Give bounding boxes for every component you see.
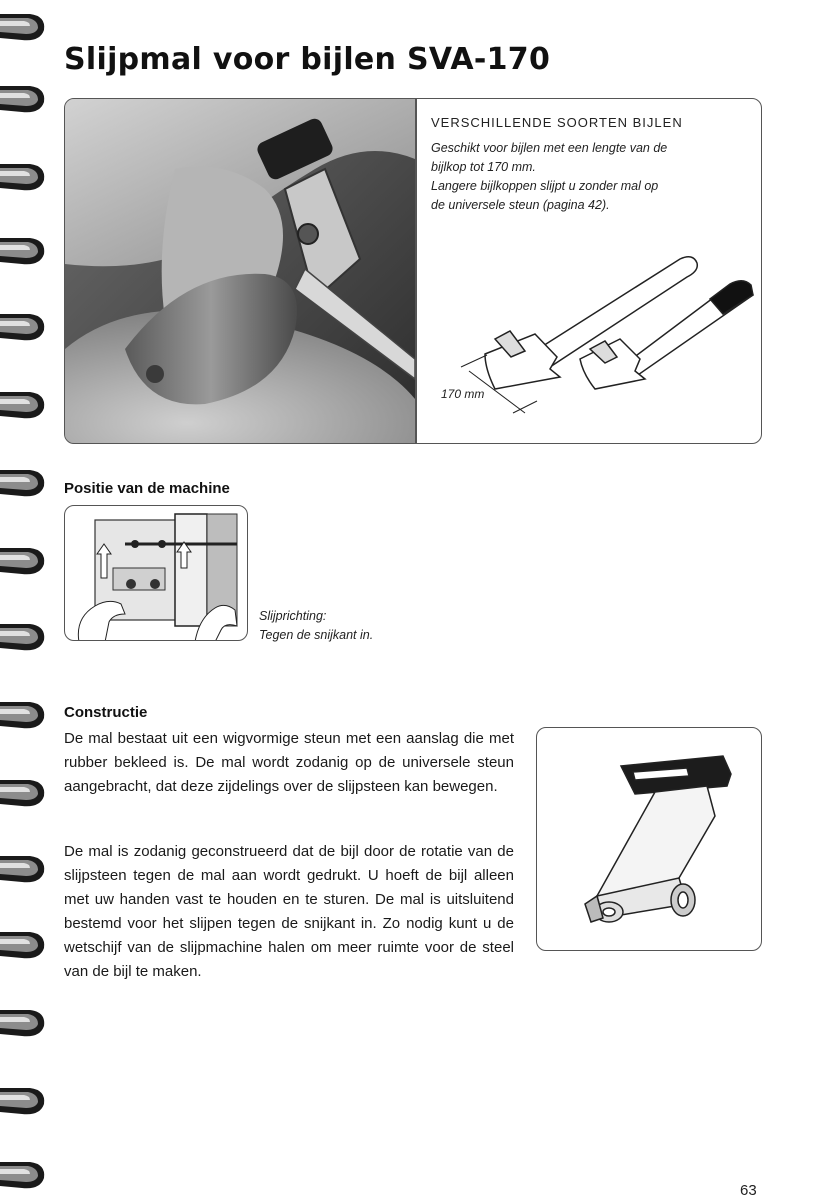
grinding-direction-value: Tegen de snijkant in. [259, 628, 374, 642]
jig-icon [537, 728, 762, 951]
jig-figure [536, 727, 762, 951]
binding-ring-icon [0, 82, 48, 116]
page-title: Slijpmal voor bijlen SVA-170 [64, 42, 551, 77]
binding-ring-icon [0, 776, 48, 810]
binding-ring-icon [0, 310, 48, 344]
axe-desc-line: Langere bijlkoppen slijpt u zonder mal op [431, 179, 659, 193]
binding-ring-icon [0, 1158, 48, 1192]
binding-ring-icon [0, 698, 48, 732]
spiral-binding [0, 0, 52, 1200]
axe-desc-line: bijlkop tot 170 mm. [431, 160, 536, 174]
machine-position-figure [64, 505, 248, 641]
binding-ring-icon [0, 160, 48, 194]
axe-sharpening-photo [65, 99, 415, 443]
axe-dimension-label: 170 mm [441, 387, 485, 401]
binding-ring-icon [0, 466, 48, 500]
grinding-machine-icon [65, 506, 248, 641]
binding-ring-icon [0, 620, 48, 654]
top-figure-frame [64, 98, 762, 444]
axe-types-heading: VERSCHILLENDE SOORTEN BIJLEN [431, 115, 683, 130]
panel-divider [415, 99, 417, 443]
binding-ring-icon [0, 544, 48, 578]
axe-icon [425, 239, 755, 439]
binding-ring-icon [0, 1006, 48, 1040]
binding-ring-icon [0, 10, 48, 44]
construction-paragraph-1: De mal bestaat uit een wigvormige steun met een aanslag die met rubber bekleed is. De mal wordt zodanig op de universele steun aangebracht, dat deze zijdelings over de slijpsteen kan bewegen. [64, 730, 514, 795]
grinding-direction [259, 607, 373, 645]
binding-ring-icon [0, 1084, 48, 1118]
binding-ring-icon [0, 388, 48, 422]
binding-ring-icon [0, 852, 48, 886]
binding-ring-icon [0, 928, 48, 962]
grinding-direction-label: Slijprichting: [259, 609, 327, 623]
construction-paragraph-2: De mal is zodanig geconstrueerd dat de bijl door de rotatie van de slijpsteen tegen de mal aan wordt gedrukt. U hoeft de bijl alleen met uw handen vast te houden en te sturen. De mal is uitsluitend bestemd voor het slijpen tegen de snijkant in. Zo nodig kunt u de wetschijf van de slijpmachine halen om meer ruimte voor de steel van de bijl te maken. [64, 843, 514, 980]
axe-types-description [431, 139, 741, 215]
page-number: 63 [740, 1182, 757, 1199]
axe-desc-line: de universele steun (pagina 42). [431, 198, 610, 212]
axe-types-panel [415, 99, 761, 443]
binding-ring-icon [0, 234, 48, 268]
machine-position-heading: Positie van de machine [64, 480, 230, 497]
construction-heading: Constructie [64, 704, 148, 721]
axe-desc-line: Geschikt voor bijlen met een lengte van de [431, 141, 668, 155]
